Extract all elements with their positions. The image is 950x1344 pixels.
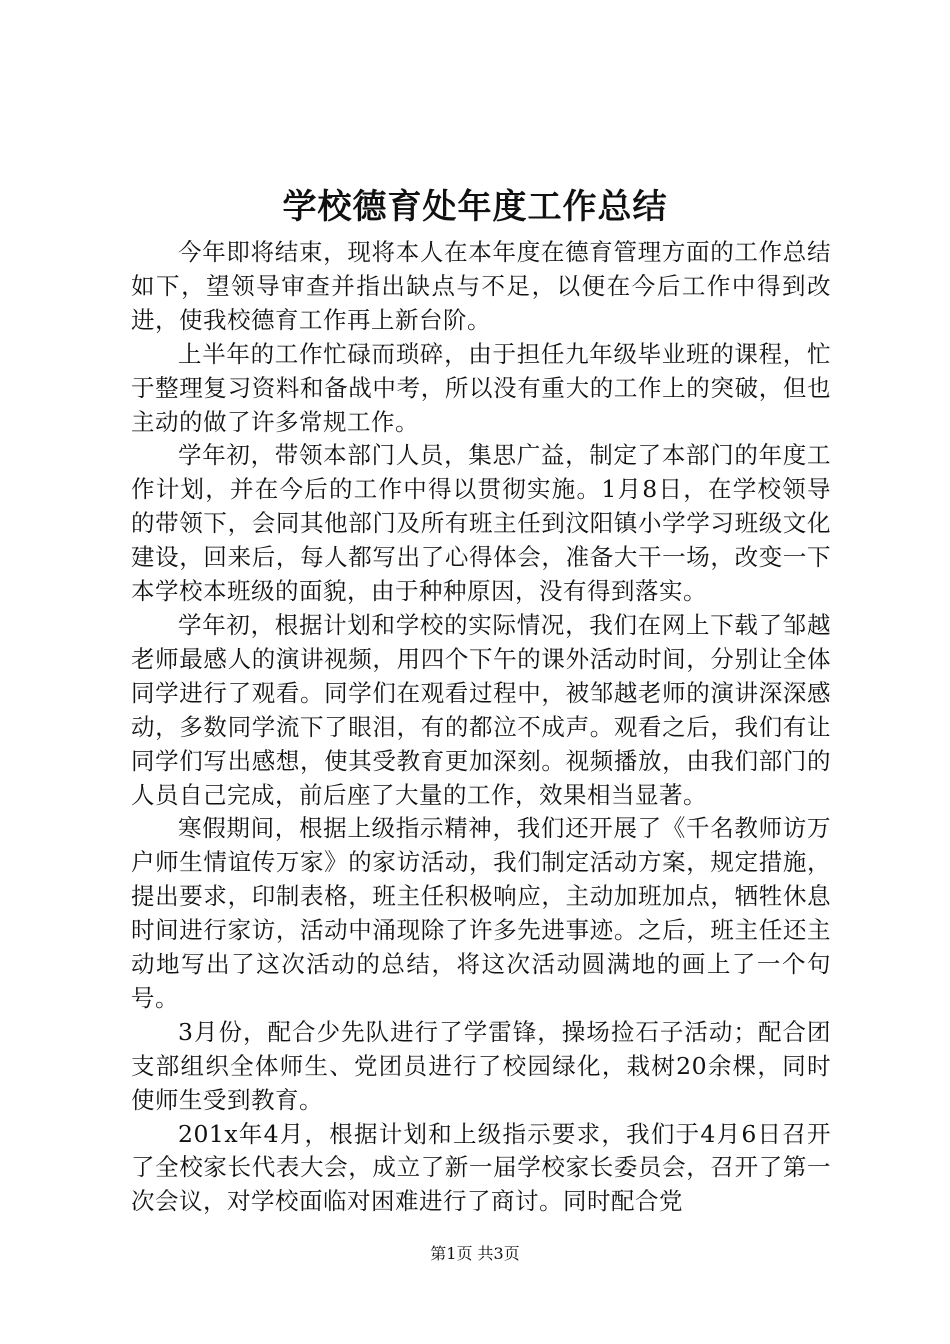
paragraph: 上半年的工作忙碌而琐碎，由于担任九年级毕业班的课程，忙于整理复习资料和备战中考，所以没有重大的工作上的突破，但也主动的做了许多常规工作。 — [131, 339, 831, 436]
paragraph: 学年初，带领本部门人员，集思广益，制定了本部门的年度工作计划，并在今后的工作中得以贯彻实施。1月8日，在学校领导的带领下，会同其他部门及所有班主任到汶阳镇小学学习班级文化建设，回来后，每人都写出了心得体会，准备大干一场，改变一下本学校本班级的面貌，由于种种原因，没有得到落实。 — [131, 441, 831, 606]
paragraph: 寒假期间，根据上级指示精神，我们还开展了《千名教师访万户师生情谊传万家》的家访活动，我们制定活动方案，规定措施，提出要求，印制表格，班主任积极响应，主动加班加点，牺牲休息时间进行家访，活动中涌现除了许多先进事迹。之后，班主任还主动地写出了这次活动的总结，将这次活动圆满地的画上了一个句号。 — [131, 814, 831, 1012]
paragraph: 今年即将结束，现将本人在本年度在德育管理方面的工作总结如下，望领导审查并指出缺点与不足，以便在今后工作中得到改进，使我校德育工作再上新台阶。 — [131, 238, 831, 334]
page-footer: 第1页 共3页 — [430, 1244, 520, 1263]
paragraph: 201x年4月，根据计划和上级指示要求，我们于4月6日召开了全校家长代表大会，成立了新一届学校家长委员会，召开了第一次会议，对学校面临对困难进行了商讨。同时配合党 — [131, 1119, 831, 1216]
paragraph: 学年初，根据计划和学校的实际情况，我们在网上下载了邹越老师最感人的演讲视频，用四个下午的课外活动时间，分别让全体同学进行了观看。同学们在观看过程中，被邹越老师的演讲深深感动，多数同学流下了眼泪，有的都泣不成声。观看之后，我们有让同学们写出感想，使其受教育更加深刻。视频播放，由我们部门的人员自己完成，前后座了大量的工作，效果相当显著。 — [131, 610, 831, 809]
document-body — [131, 236, 831, 1219]
paragraph: 3月份，配合少先队进行了学雷锋，操场捡石子活动；配合团支部组织全体师生、党团员进行了校园绿化，栽树20余棵，同时使师生受到教育。 — [131, 1017, 831, 1114]
document-title: 学校德育处年度工作总结 — [282, 187, 668, 227]
